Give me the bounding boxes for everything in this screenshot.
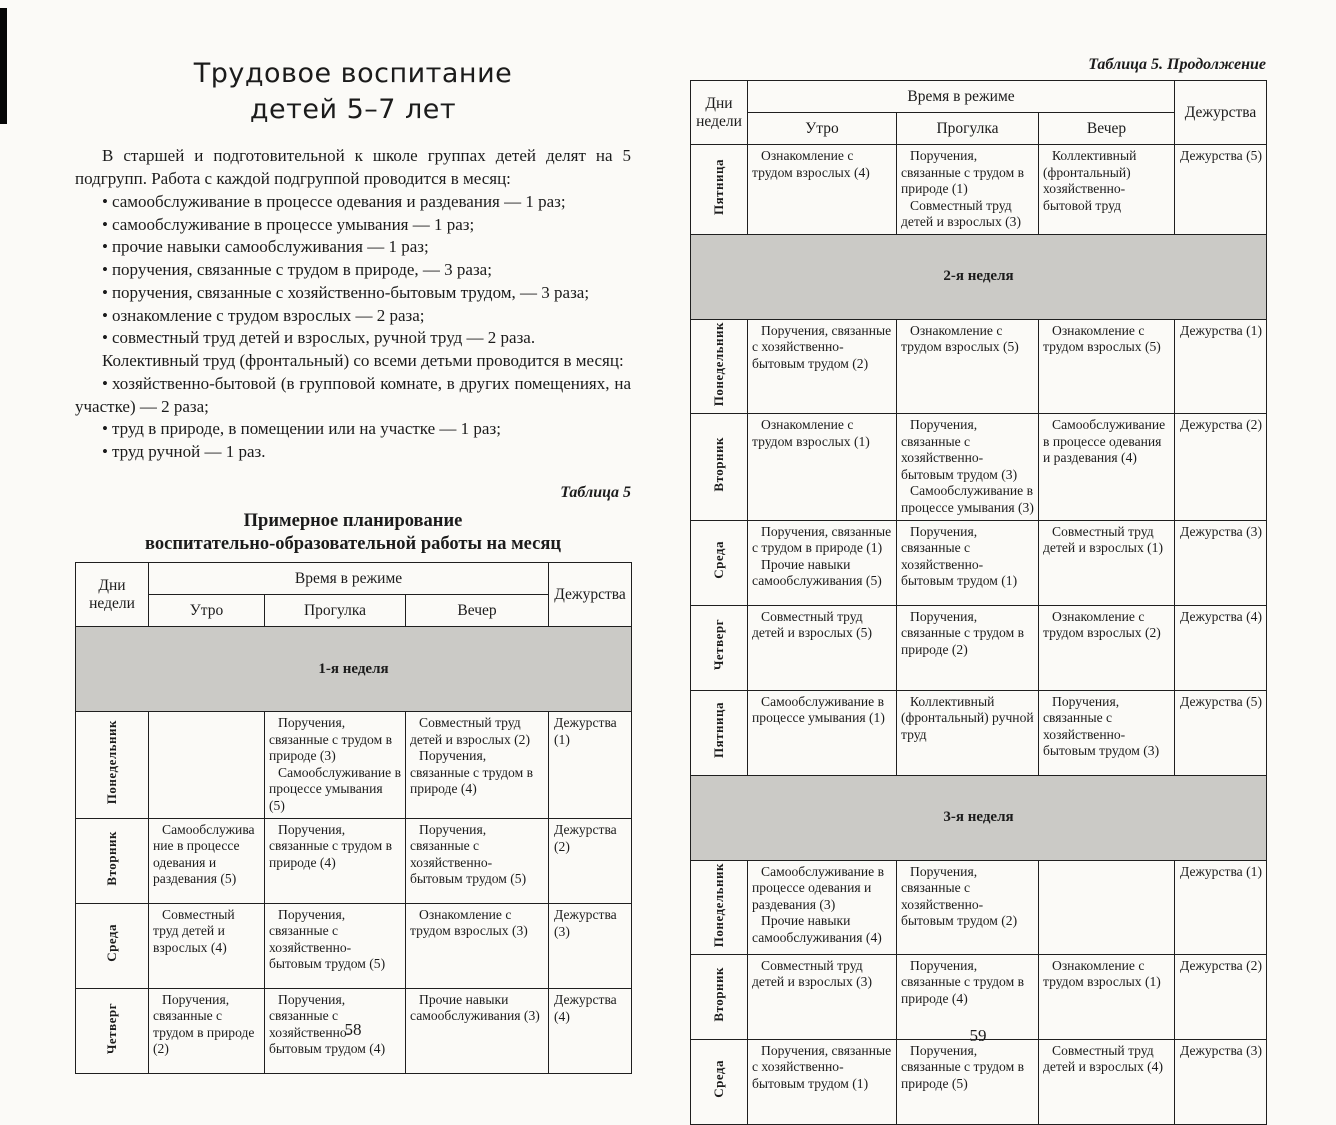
header-time-mode: Время в режиме (748, 81, 1175, 113)
table-caption-line1: Примерное планирование (243, 510, 463, 531)
bullet-item (75, 214, 631, 237)
day-cell (691, 690, 748, 775)
duty-cell: Дежурства (2) (1175, 954, 1267, 1039)
activity-entry: Поручения, связанные с трудом в природе (4) (901, 957, 1025, 1006)
activity-cell-evening (1039, 145, 1175, 235)
bullet-item (75, 305, 631, 328)
activity-entry: Ознакомление с трудом взрослых (1) (1043, 957, 1161, 990)
activity-entry: Ознакомление с трудом взрослых (1) (752, 417, 870, 449)
activity-entry: Поручения, связанные с трудом в природе (2) (901, 608, 1025, 657)
activity-cell-morning (149, 903, 265, 988)
table-row (76, 712, 632, 818)
activity-entry: Совместный труд детей и взрослых (5) (752, 608, 872, 641)
activity-entry: Ознакомление с трудом взрослых (2) (1043, 608, 1161, 641)
day-cell (76, 903, 149, 988)
bullet-text: самообслуживание в процессе умывания — 1 раз; (111, 214, 475, 234)
planning-table-left (75, 562, 632, 1073)
week-band: 1-я неделя (76, 627, 632, 712)
table-header (691, 81, 1267, 145)
activity-entry: Совместный труд детей и взрослых (1) (1043, 523, 1163, 556)
duty-cell: Дежурства (2) (1175, 414, 1267, 520)
week-band-row (691, 775, 1267, 860)
intro-paragraph: В старшей и подготовительной к школе группах детей делят на 5 подгрупп. Работа с каждой подгруппой проводится в месяц: (75, 146, 631, 189)
table-header (76, 563, 632, 627)
table-row (691, 860, 1267, 954)
day-label: Среда (710, 1060, 726, 1099)
duty-cell: Дежурства (4) (1175, 605, 1267, 690)
bullet-marker: • (102, 191, 108, 211)
activity-entry: Поручения, связанные с хозяйственно-бытовым трудом (3) (1043, 693, 1160, 759)
day-label: Среда (103, 924, 119, 962)
week-band-row (691, 234, 1267, 319)
activity-cell-walk (897, 605, 1039, 690)
activity-cell-walk (897, 1039, 1039, 1124)
activity-entry: Поручения, связанные с трудом в природе (1) (901, 148, 1025, 197)
day-label: Среда (710, 541, 726, 579)
header-duty: Дежурства (1175, 81, 1267, 145)
bullet-marker: • (102, 305, 108, 325)
header-evening: Вечер (1039, 113, 1175, 145)
activity-entry: Совместный труд детей и взрослых (2) (410, 715, 530, 747)
activity-cell-evening (1039, 520, 1175, 605)
activity-entry: Поручения, связанные с хозяйственно-бытовым трудом (2) (901, 863, 1018, 929)
bullet-text: хозяйственно-бытовой (в групповой комнате, в других помещениях, на участке) — 2 раза; (75, 373, 631, 416)
table-row (76, 903, 632, 988)
day-cell (76, 818, 149, 903)
bullet-item (75, 327, 631, 350)
bullet-text: совместный труд детей и взрослых, ручной труд — 2 раза. (111, 328, 536, 348)
planning-table-right (690, 80, 1267, 1125)
activity-cell-walk (897, 520, 1039, 605)
day-cell (691, 319, 748, 413)
header-evening: Вечер (406, 595, 549, 627)
activity-entry: Прочие навыки самообслуживания (5) (752, 556, 882, 589)
duty-cell: Дежурства (3) (1175, 520, 1267, 605)
bullet-marker: • (102, 237, 108, 257)
header-morning: Утро (748, 113, 897, 145)
duty-cell: Дежурства (1) (549, 712, 632, 818)
activity-entry: Самообслуживание в процессе одевания и раздевания (4) (1043, 417, 1166, 466)
activity-entry: Самообслуживание в процессе умывания (1) (752, 693, 885, 726)
table-row (691, 690, 1267, 775)
table-row (691, 414, 1267, 520)
week-band: 2-я неделя (691, 234, 1267, 319)
activity-cell-morning (748, 860, 897, 954)
activity-entry: Прочие навыки самообслуживания (3) (410, 991, 540, 1024)
header-days: Дни недели (76, 563, 149, 627)
activity-entry: Самообслуживание в процессе умывания (3) (901, 483, 1034, 515)
activity-cell-morning (149, 712, 265, 818)
day-cell (691, 860, 748, 954)
activity-entry: Поручения, связанные с трудом в природе (5) (901, 1042, 1025, 1091)
bullet-item (75, 236, 631, 259)
activity-entry: Поручения, связанные с хозяйственно-бытовым трудом (4) (269, 991, 386, 1057)
duty-cell: Дежурства (1) (1175, 860, 1267, 954)
day-label: Четверг (710, 619, 726, 671)
duty-cell: Дежурства (3) (1175, 1039, 1267, 1124)
table-row (691, 605, 1267, 690)
bullet-marker: • (102, 282, 108, 302)
activity-cell-evening (1039, 690, 1175, 775)
header-walk: Прогулка (265, 595, 406, 627)
activity-entry: Поручения, связанные с хозяйственно-бытовым трудом (3) (901, 417, 1018, 482)
activity-cell-evening (1039, 319, 1175, 413)
day-label: Четверг (103, 1002, 119, 1054)
table-body-left (76, 627, 632, 1073)
bullet-marker: • (102, 260, 108, 280)
activity-cell-walk (897, 860, 1039, 954)
bullet-text: ознакомление с трудом взрослых — 2 раза; (111, 305, 425, 325)
day-cell (691, 605, 748, 690)
activity-entry: Поручения, связанные с хозяйственно-бытовым трудом (1) (752, 1042, 892, 1091)
bullet-item (75, 418, 631, 441)
week-band: 3-я неделя (691, 775, 1267, 860)
bullet-marker: • (102, 442, 108, 462)
activity-cell-walk (897, 414, 1039, 520)
bullet-text: самообслуживание в процессе одевания и раздевания — 1 раз; (111, 191, 566, 211)
header-morning: Утро (149, 595, 265, 627)
activity-entry: Совместный труд детей и взрослых (3) (901, 197, 1021, 230)
activity-cell-morning (748, 520, 897, 605)
activity-entry: Поручения, связанные с трудом в природе (1) (752, 523, 892, 556)
day-label: Понедельник (103, 720, 119, 805)
activity-entry: Ознакомление с трудом взрослых (5) (1043, 322, 1161, 355)
duty-cell: Дежурства (2) (549, 818, 632, 903)
activity-entry: Поручения, связанные с хозяйственно-бытовым трудом (5) (410, 821, 527, 887)
activity-cell-morning (748, 605, 897, 690)
activity-cell-walk (897, 690, 1039, 775)
day-cell (76, 712, 149, 818)
header-days: Дни недели (691, 81, 748, 145)
activity-cell-evening (406, 818, 549, 903)
table-row (76, 818, 632, 903)
activity-entry: Коллективный (фронтальный) ручной труд (901, 693, 1034, 742)
table-reference: Таблица 5 (560, 483, 631, 501)
header-walk: Прогулка (897, 113, 1039, 145)
activity-entry: Прочие навыки самообслуживания (4) (752, 913, 882, 945)
activity-cell-morning (748, 319, 897, 413)
duty-cell: Дежурства (4) (549, 988, 632, 1073)
activity-cell-evening (1039, 860, 1175, 954)
activity-entry: Поручения, связанные с хозяйственно-бытовым трудом (5) (269, 906, 386, 972)
day-label: Понедельник (710, 321, 726, 407)
activity-cell-evening (1039, 414, 1175, 520)
activity-cell-morning (748, 1039, 897, 1124)
day-cell (691, 414, 748, 520)
table-row (691, 319, 1267, 413)
day-label: Пятница (710, 158, 726, 215)
activity-entry: Ознакомление с трудом взрослых (3) (410, 906, 528, 939)
table-row (691, 145, 1267, 235)
activity-cell-evening (1039, 1039, 1175, 1124)
bullet-text: труд ручной — 1 раз. (111, 442, 266, 462)
scan-edge-artifact (0, 8, 7, 124)
day-label: Вторник (710, 437, 726, 492)
day-label: Пятница (710, 702, 726, 759)
activity-cell-morning (748, 690, 897, 775)
activity-entry: Поручения, связанные с трудом в природе (4) (410, 748, 534, 797)
table-row (691, 1039, 1267, 1124)
bullet-marker: • (102, 214, 108, 234)
duty-cell: Дежурства (5) (1175, 145, 1267, 235)
activity-cell-walk (897, 145, 1039, 235)
table-caption-line2: воспитательно-образовательной работы на месяц (145, 533, 561, 554)
activity-cell-evening (406, 712, 549, 818)
header-duty: Дежурства (549, 563, 632, 627)
activity-cell-walk (265, 712, 406, 818)
activity-cell-walk (265, 903, 406, 988)
page-number: 59 (969, 1026, 987, 1045)
bullet-marker: • (102, 419, 108, 439)
activity-entry: Самообслуживание в процессе одевания и раздевания (5) (153, 821, 255, 887)
activity-entry: Ознакомление с трудом взрослых (4) (752, 148, 870, 180)
bullet-item (75, 191, 631, 214)
table-row (691, 520, 1267, 605)
chapter-title-line2: детей 5–7 лет (249, 93, 457, 125)
week-band-row (76, 627, 632, 712)
bullet-marker: • (102, 373, 108, 393)
day-cell (691, 1039, 748, 1124)
activity-entry: Самообслуживание в процессе одевания и раздевания (3) (752, 863, 884, 912)
day-cell (691, 520, 748, 605)
activity-entry: Поручения, связанные с трудом в природе (3) (269, 715, 393, 764)
activity-cell-morning (748, 414, 897, 520)
collective-paragraph: Колективный труд (фронтальный) со всеми детьми проводится в месяц: (102, 351, 624, 371)
activity-entry: Поручения, связанные с трудом в природе (2) (153, 991, 255, 1057)
duty-cell: Дежурства (1) (1175, 319, 1267, 413)
activity-cell-evening (1039, 605, 1175, 690)
activity-cell-walk (265, 818, 406, 903)
chapter-title-line1: Трудовое воспитание (193, 58, 513, 89)
activity-entry: Ознакомление с трудом взрослых (5) (901, 322, 1019, 355)
bullet-text: поручения, связанные с хозяйственно-бытовым трудом, — 3 раза; (111, 282, 590, 302)
activity-cell-morning (748, 145, 897, 235)
activity-entry: Поручения, связанные с трудом в природе (4) (269, 821, 393, 870)
activity-cell-evening (406, 903, 549, 988)
page-left (75, 0, 631, 1080)
bullet-item (75, 373, 631, 419)
activity-entry: Коллективный (фронтальный) хозяйственно-бытовой труд (1043, 148, 1137, 213)
bullet-list (75, 191, 631, 350)
bullet-item (75, 441, 631, 464)
bullet-item (75, 259, 631, 282)
bullet-marker: • (102, 328, 108, 348)
bullet-text: поручения, связанные с трудом в природе, — 3 раза; (111, 260, 492, 280)
activity-cell-morning (149, 818, 265, 903)
activity-entry: Поручения, связанные с хозяйственно-бытовым трудом (1) (901, 523, 1018, 589)
duty-cell: Дежурства (5) (1175, 690, 1267, 775)
day-label: Вторник (710, 966, 726, 1022)
activity-entry: Совместный труд детей и взрослых (3) (752, 957, 872, 990)
day-label: Вторник (103, 830, 119, 886)
activity-entry: Поручения, связанные с хозяйственно-бытовым трудом (2) (752, 322, 892, 372)
header-time-mode: Время в режиме (149, 563, 549, 595)
bullet-item (75, 282, 631, 305)
bullet-list-collective (75, 373, 631, 464)
page-right (690, 0, 1266, 1099)
table-caption (75, 510, 631, 555)
chapter-title (75, 56, 631, 127)
day-label: Понедельник (710, 862, 726, 947)
activity-cell-walk (897, 319, 1039, 413)
day-cell (691, 145, 748, 235)
table-body-right (691, 145, 1267, 1125)
bullet-text: прочие навыки самообслуживания — 1 раз; (111, 237, 429, 257)
activity-entry: Совместный труд детей и взрослых (4) (1043, 1042, 1163, 1075)
activity-entry: Самообслуживание в процессе умывания (5) (269, 764, 401, 813)
bullet-text: труд в природе, в помещении или на участке — 1 раз; (111, 419, 501, 439)
activity-entry: Совместный труд детей и взрослых (4) (153, 906, 235, 955)
table-reference-continued: Таблица 5. Продолжение (1088, 56, 1266, 73)
page-number: 58 (344, 1020, 362, 1039)
duty-cell: Дежурства (3) (549, 903, 632, 988)
